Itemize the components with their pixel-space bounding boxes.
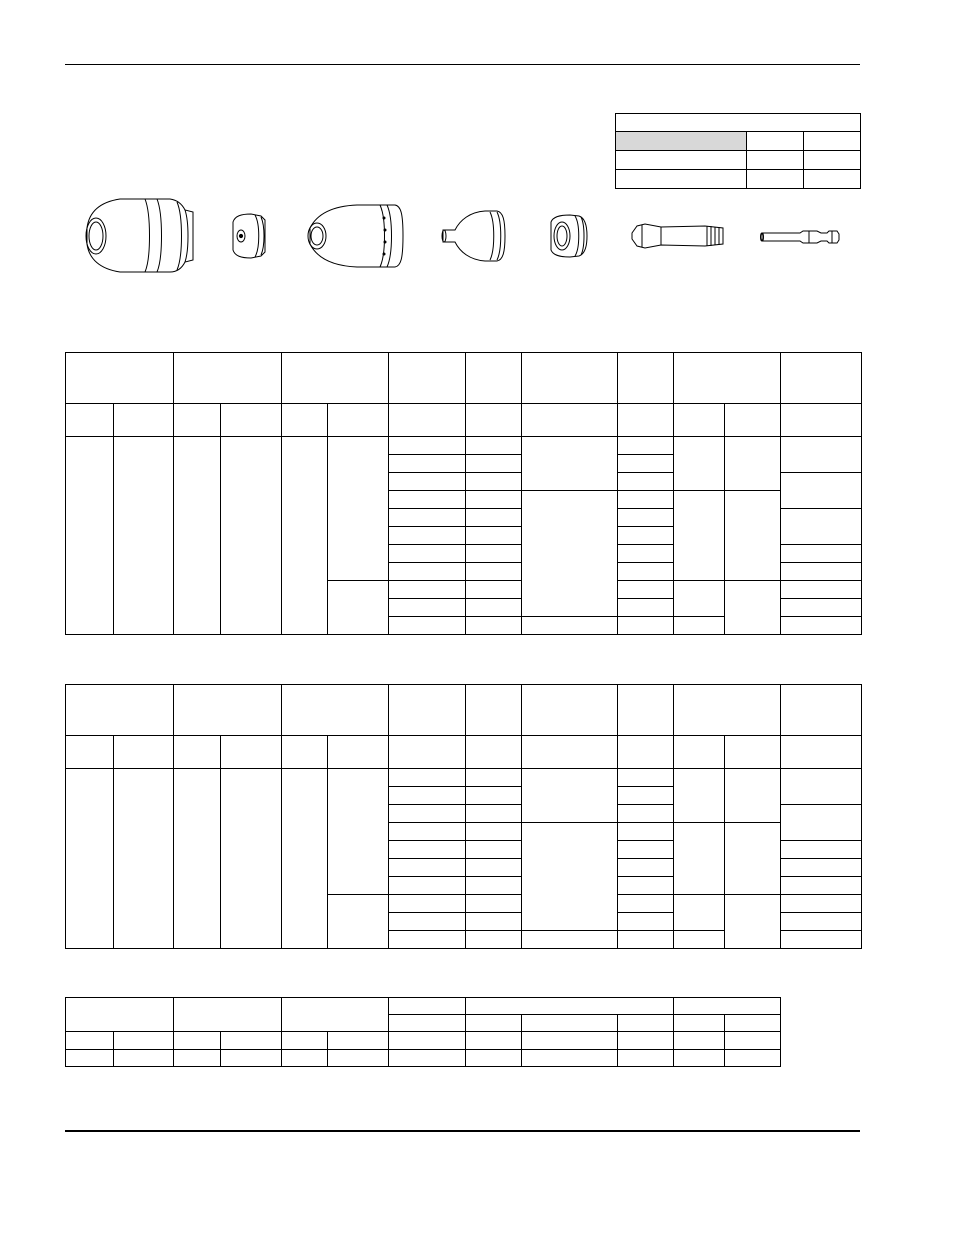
water-tube-icon xyxy=(761,231,840,243)
retaining-cap-icon xyxy=(308,205,403,267)
legend-title xyxy=(616,114,861,132)
shield-icon xyxy=(86,199,193,272)
consumables-table-3 xyxy=(65,997,781,1067)
electrode-icon xyxy=(632,224,723,248)
shield-cap-icon xyxy=(233,214,265,258)
header-rule xyxy=(65,64,860,65)
footer-rule xyxy=(65,1130,860,1132)
consumables-table-2 xyxy=(65,684,862,949)
swirl-ring-icon xyxy=(551,215,587,257)
nozzle-icon xyxy=(442,211,505,261)
legend-table xyxy=(615,113,861,189)
legend-shaded-cell xyxy=(616,132,747,151)
consumables-table-1 xyxy=(65,352,862,635)
consumables-illustration xyxy=(65,190,860,280)
